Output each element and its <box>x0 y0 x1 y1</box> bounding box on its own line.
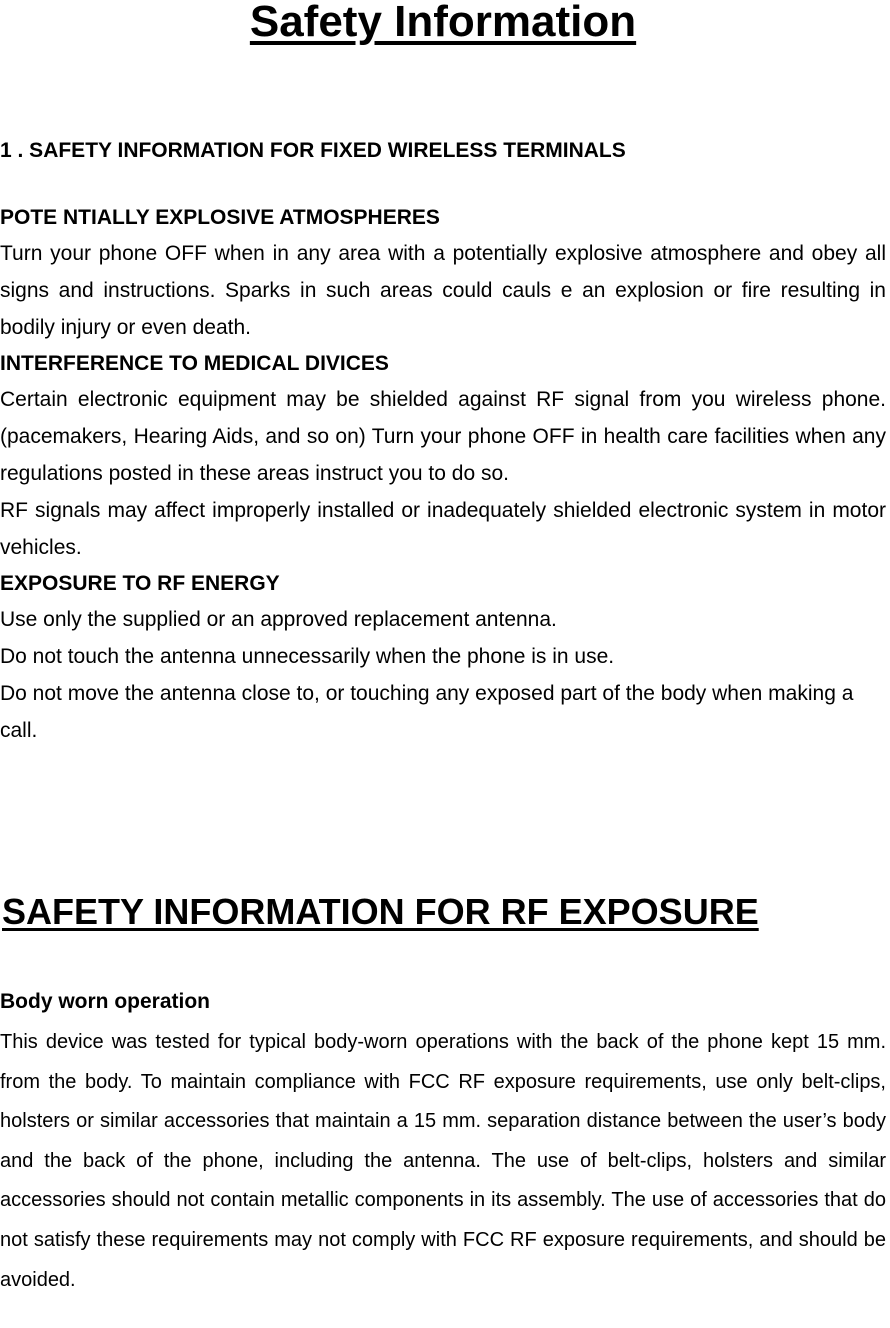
medical-heading: INTERFERENCE TO MEDICAL DIVICES <box>0 352 389 376</box>
rf-energy-line: Do not move the antenna close to, or touching any exposed part of the body when making a call. <box>0 681 854 742</box>
section-rf-exposure <box>0 983 886 1300</box>
rf-exposure-title: SAFETY INFORMATION FOR RF EXPOSURE <box>2 891 759 932</box>
body-worn-heading: Body worn operation <box>0 990 210 1013</box>
explosive-text: Turn your phone OFF when in any area with a potentially explosive atmosphere and obey all signs and instructions. Sparks in such areas could cauls e an explosion or fire resulting in bodily injury or even death. <box>0 242 886 339</box>
rf-energy-line: Use only the supplied or an approved replacement antenna. <box>0 608 557 632</box>
explosive-heading: POTE NTIALLY EXPLOSIVE ATMOSPHERES <box>0 206 440 229</box>
rf-energy-heading: EXPOSURE TO RF ENERGY <box>0 572 280 596</box>
section-fixed-wireless-terminals <box>0 137 886 750</box>
body-worn-text: This device was tested for typical body-worn operations with the back of the phone kept 15 mm. from the body. To maintain compliance with FCC RF exposure requirements, use only belt-clips, holsters or similar accessories that maintain a 15 mm. separation distance between the user’s body and the back of the phone, including the antenna. The use of belt-clips, holsters and similar accessories should not contain metallic components in its assembly. The use of accessories that do not satisfy these requirements may not comply with FCC RF exposure requirements, and should be avoided. <box>0 1031 886 1291</box>
page-title: Safety Information <box>249 0 637 46</box>
section-heading: 1 . SAFETY INFORMATION FOR FIXED WIRELESS TERMINALS <box>0 139 626 162</box>
rf-energy-line: Do not touch the antenna unnecessarily when the phone is in use. <box>0 645 615 669</box>
medical-text: Certain electronic equipment may be shielded against RF signal from you wireless phone. (pacemakers, Hearing Aids, and so on) Turn your phone OFF in health care facilities when any regulations posted in these areas instruct you to do so. <box>0 388 886 485</box>
vehicle-text: RF signals may affect improperly installed or inadequately shielded electronic system in motor vehicles. <box>0 498 886 559</box>
